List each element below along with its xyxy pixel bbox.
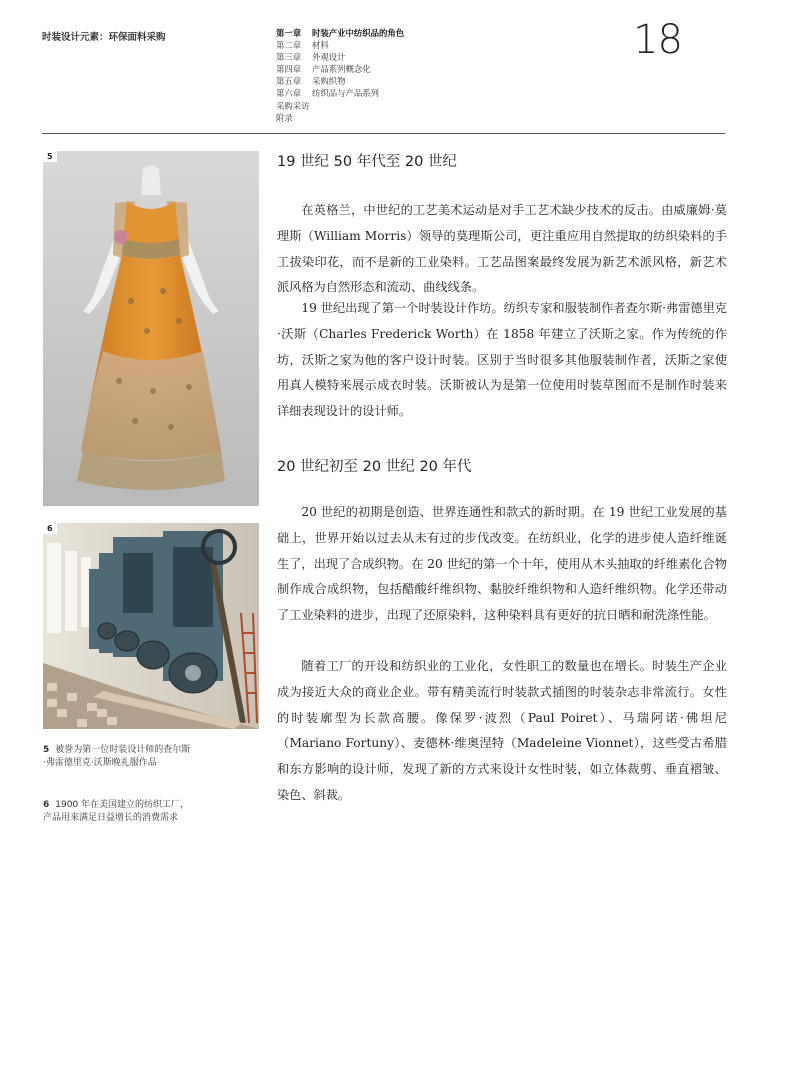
toc-label: 产品系列概念化 — [312, 64, 371, 75]
figure-6-caption — [43, 799, 193, 825]
toc-item-chapter-3[interactable] — [276, 51, 404, 63]
toc-num: 第一章 — [276, 28, 302, 38]
toc-num: 第三章 — [276, 52, 302, 63]
toc-item-chapter-1[interactable] — [276, 27, 404, 39]
gown-illustration — [43, 151, 259, 506]
toc-label: 时装产业中纺织品的角色 — [312, 28, 405, 38]
toc-label: 采购采访 — [276, 100, 310, 111]
figure-number: 6 — [43, 523, 57, 534]
toc-num: 第五章 — [276, 76, 302, 87]
toc-label: 附录 — [276, 112, 293, 123]
body-paragraph: 20 世纪的初期是创造、世界连通性和款式的新时期。在 19 世纪工业发展的基础上，世界开始以过去从未有过的步伐改变。在纺织业，化学的进步使人造纤维诞生了，出现了合成织物。在 20 世纪的第一个十年，使用从木头抽取的纤维素化合物制作成合成织物，包括醋酸纤维织物、黏胶纤维织物和人造纤维织物。化学还带动了工业染料的进步，出现了还原染料，这种染料具有更好的抗日晒和耐洗涤性能。 — [277, 505, 727, 623]
toc-label: 材料 — [312, 40, 329, 51]
chapter-navigation — [276, 27, 404, 124]
caption-number: 6 — [43, 800, 50, 810]
section-heading-1900s-1920s: 20 世纪初至 20 世纪 20 年代 — [277, 459, 472, 475]
header-divider — [42, 133, 725, 134]
toc-num: 第四章 — [276, 64, 302, 75]
body-paragraph: 19 世纪出现了第一个时装设计作坊。纺织专家和服装制作者查尔斯·弗雷德里克·沃斯（Charles Frederick Worth）在 1858 年建立了沃斯之家。作为传统的作坊，沃斯之家为他的客户设计时装。区别于当时很多其他服装制作者，沃斯之家使用真人模特来展示成衣时装。沃斯被认为是第一位使用时装草图而不是制作时装来详细表现设计的设计师。 — [277, 301, 727, 419]
figure-number: 5 — [43, 151, 57, 162]
body-paragraph: 在英格兰，中世纪的工艺美术运动是对手工艺术缺少技术的反击。由威廉姆·莫理斯（William Morris）领导的莫理斯公司，更注重应用自然提取的纺织染料的手工拔染印花，而不是新的工业染料。工艺品图案最终发展为新艺术派风格，新艺术派风格为自然形态和流动、曲线线条。 — [277, 203, 727, 295]
section-heading-1850s-1900s: 19 世纪 50 年代至 20 世纪 — [277, 154, 457, 170]
toc-item-interviews[interactable] — [276, 100, 404, 112]
toc-item-chapter-4[interactable] — [276, 63, 404, 75]
toc-label: 纺织品与产品系列 — [312, 88, 379, 99]
toc-item-chapter-6[interactable] — [276, 87, 404, 99]
book-title: 时装设计元素：环保面料采购 — [42, 32, 166, 43]
factory-illustration — [43, 523, 259, 729]
toc-item-appendix[interactable] — [276, 112, 404, 124]
body-paragraph: 随着工厂的开设和纺织业的工业化，女性职工的数量也在增长。时装生产企业成为接近大众的商业企业。带有精美流行时装款式插图的时装杂志非常流行。女性的时装廓型为长款高腰。像保罗·波烈（Paul Poiret）、马瑞阿诺·佛坦尼（Mariano Fortuny）、麦德林·维奥涅特（Madeleine Vionnet），这些受古希腊和东方影响的设计师，发现了新的方式来设计女性时装，如立体裁剪、垂直褶皱、染色、斜裁。 — [277, 659, 727, 802]
textile-factory-photo — [43, 523, 259, 729]
figure-5-caption — [43, 744, 193, 770]
toc-item-chapter-5[interactable] — [276, 75, 404, 87]
page-number: 18 — [633, 17, 682, 63]
toc-label: 外观设计 — [312, 52, 346, 63]
toc-label: 采购织物 — [312, 76, 346, 87]
toc-num: 第六章 — [276, 88, 302, 99]
caption-text: 被誉为第一位时装设计师的查尔斯·弗雷德里克·沃斯晚礼服作品 — [43, 745, 191, 768]
toc-item-chapter-2[interactable] — [276, 39, 404, 51]
evening-gown-photo — [43, 151, 259, 506]
caption-text: 1900 年在美国建立的纺织工厂，产品用来满足日益增长的消费需求 — [43, 800, 190, 823]
caption-number: 5 — [43, 745, 50, 755]
toc-num: 第二章 — [276, 40, 302, 51]
